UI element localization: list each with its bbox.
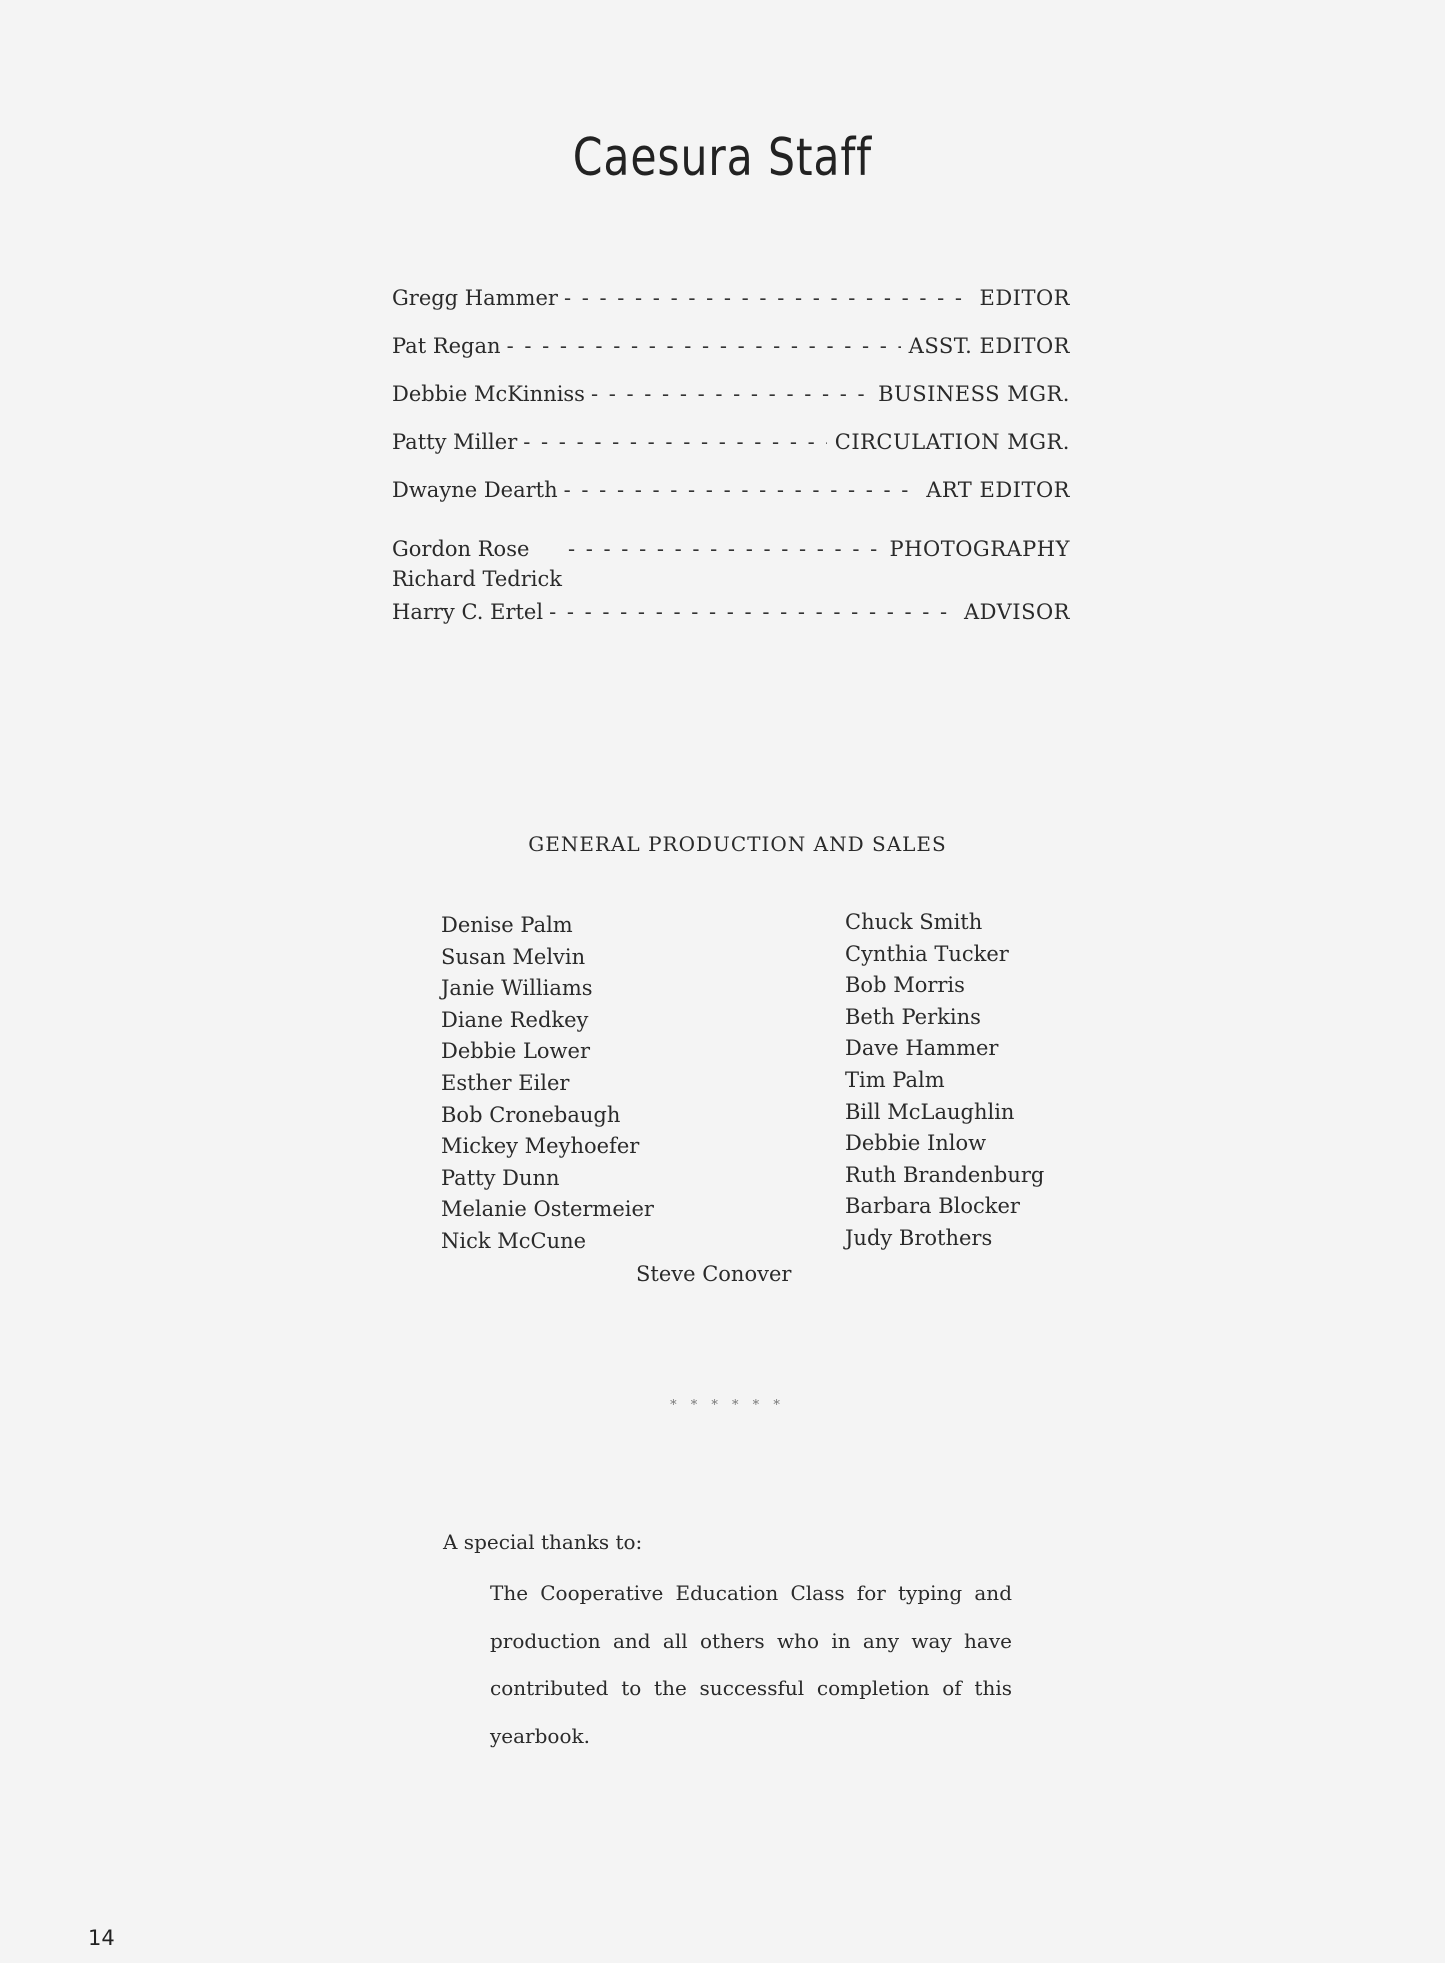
page-number: 14: [88, 1926, 115, 1950]
staff-row: [392, 382, 1070, 430]
staff-role: EDITOR: [979, 286, 1070, 310]
staff-row: [392, 526, 1070, 600]
staff-role: CIRCULATION MGR.: [834, 430, 1070, 454]
staff-row: [392, 600, 1070, 648]
crew-name: Nick McCune: [441, 1228, 587, 1253]
staff-row: [392, 430, 1070, 478]
staff-name-group: [392, 534, 568, 594]
crew-name: Barbara Blocker: [845, 1194, 1020, 1219]
dot-leader: [564, 286, 972, 310]
staff-name: Gordon Rose: [392, 537, 530, 561]
crew-name: Diane Redkey: [441, 1007, 589, 1032]
staff-row: [392, 478, 1070, 526]
crew-name: Janie Williams: [441, 976, 593, 1001]
dot-leader: [549, 600, 956, 624]
dot-leader: [507, 334, 901, 358]
crew-name: Denise Palm: [441, 913, 573, 937]
crew-column-right: [845, 907, 1044, 1255]
star-divider: * * * * * *: [670, 1398, 785, 1413]
crew-name: Bob Morris: [845, 973, 965, 998]
dot-leader: [564, 478, 919, 502]
thanks-body: The Cooperative Education Class for typing and production and all others who in any way have contributed to the successful completion of this yearbook.: [490, 1581, 1012, 1748]
crew-name: Esther Eiler: [441, 1070, 570, 1095]
staff-role: BUSINESS MGR.: [878, 382, 1070, 406]
crew-name: Melanie Ostermeier: [441, 1197, 654, 1222]
staff-row: [392, 286, 1070, 334]
crew-name: Mickey Meyhoefer: [441, 1134, 640, 1159]
staff-name: Gregg Hammer: [392, 286, 558, 310]
staff-name: Pat Regan: [392, 334, 501, 358]
page-title: Caesura Staff: [572, 128, 873, 188]
crew-name: Chuck Smith: [845, 910, 983, 934]
crew-name: Debbie Lower: [441, 1039, 590, 1064]
crew-name: Susan Melvin: [441, 944, 586, 969]
staff-name: Richard Tedrick: [392, 567, 562, 591]
crew-name: Dave Hammer: [845, 1036, 999, 1061]
crew-column-left: [441, 910, 654, 1258]
staff-role: ASST. EDITOR: [908, 334, 1070, 358]
crew-name: Bob Cronebaugh: [441, 1102, 621, 1127]
staff-role: ART EDITOR: [926, 478, 1070, 502]
crew-name-centered: Steve Conover: [636, 1262, 792, 1286]
crew-name: Tim Palm: [845, 1067, 945, 1092]
staff-role: PHOTOGRAPHY: [889, 537, 1070, 561]
staff-name: Dwayne Dearth: [392, 478, 558, 502]
crew-name: Judy Brothers: [845, 1225, 993, 1250]
thanks-heading: A special thanks to:: [443, 1530, 643, 1554]
staff-name: Debbie McKinniss: [392, 382, 585, 406]
crew-name: Beth Perkins: [845, 1004, 981, 1029]
crew-name: Cynthia Tucker: [845, 941, 1009, 966]
dot-leader: [568, 537, 882, 561]
dot-leader: [591, 382, 870, 406]
staff-name: Harry C. Ertel: [392, 600, 544, 624]
production-heading: GENERAL PRODUCTION AND SALES: [528, 832, 947, 856]
crew-name: Debbie Inlow: [845, 1131, 987, 1156]
crew-name: Patty Dunn: [441, 1165, 560, 1190]
dot-leader: [523, 430, 827, 454]
crew-name: Ruth Brandenburg: [845, 1162, 1045, 1187]
staff-row: [392, 334, 1070, 382]
staff-list: [392, 286, 1070, 648]
staff-role: ADVISOR: [963, 600, 1070, 624]
staff-name: Patty Miller: [392, 430, 518, 454]
crew-name: Bill McLaughlin: [845, 1099, 1015, 1124]
